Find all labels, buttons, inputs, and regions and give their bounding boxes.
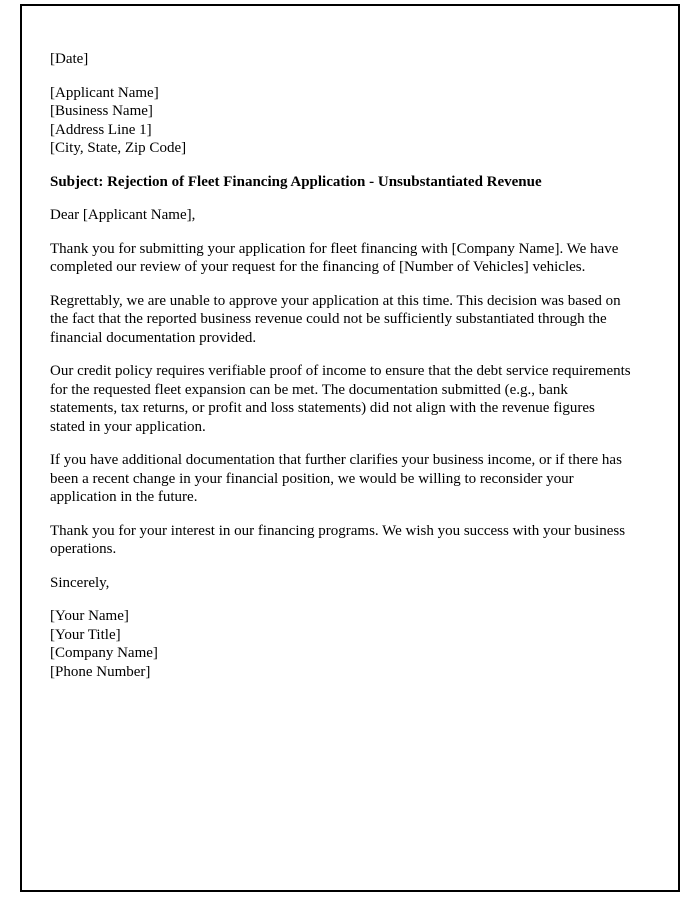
salutation: Dear [Applicant Name], — [50, 207, 196, 223]
recipient-business: [Business Name] — [50, 103, 153, 119]
paragraph-text: Our credit policy requires verifiable proof of income to ensure that the debt service requirements for the requested fleet expansion can be met. The documentation submitted (e.g., bank statements, tax returns, or profit and loss statements) did not align with the revenue figures stated in your application. — [50, 363, 631, 435]
salutation-block — [50, 206, 632, 225]
letter-date — [50, 50, 632, 69]
signature-name: [Your Name] — [50, 608, 129, 624]
paragraph-text: Regrettably, we are unable to approve your application at this time. This decision was based on the fact that the reported business revenue could not be sufficiently substantiated through the financial documentation provided. — [50, 292, 621, 346]
closing-block — [50, 574, 632, 593]
paragraph-reconsideration — [50, 451, 632, 507]
subject-block — [50, 173, 632, 192]
signature-phone: [Phone Number] — [50, 663, 151, 680]
subject-line: Subject: Rejection of Fleet Financing Application - Unsubstantiated Revenue — [50, 173, 542, 190]
recipient-address-block — [50, 84, 632, 158]
recipient-city-state-zip: [City, State, Zip Code] — [50, 140, 187, 156]
paragraph-text: If you have additional documentation that further clarifies your business income, or if there has been a recent change in your financial position, we would be willing to reconsider your application in the future. — [50, 452, 622, 505]
signature-title: [Your Title] — [50, 626, 121, 643]
signature-company: [Company Name] — [50, 645, 158, 661]
closing: Sincerely, — [50, 574, 110, 591]
letter-body — [22, 6, 678, 681]
paragraph-thank-you-application — [50, 240, 632, 277]
recipient-name: [Applicant Name] — [50, 84, 159, 101]
paragraph-rejection-reason — [50, 292, 632, 348]
signature-block — [50, 607, 632, 681]
paragraph-credit-policy — [50, 362, 632, 436]
letter-page — [20, 4, 680, 892]
date-placeholder: [Date] — [50, 51, 89, 67]
recipient-address-line: [Address Line 1] — [50, 121, 152, 138]
paragraph-text: Thank you for submitting your application for fleet financing with [Company Name]. We have completed our review of your request for the financing of [Number of Vehicles] vehicles. — [50, 240, 619, 275]
paragraph-text: Thank you for your interest in our financing programs. We wish you success with your business operations. — [50, 522, 626, 557]
paragraph-closing-thanks — [50, 522, 632, 559]
